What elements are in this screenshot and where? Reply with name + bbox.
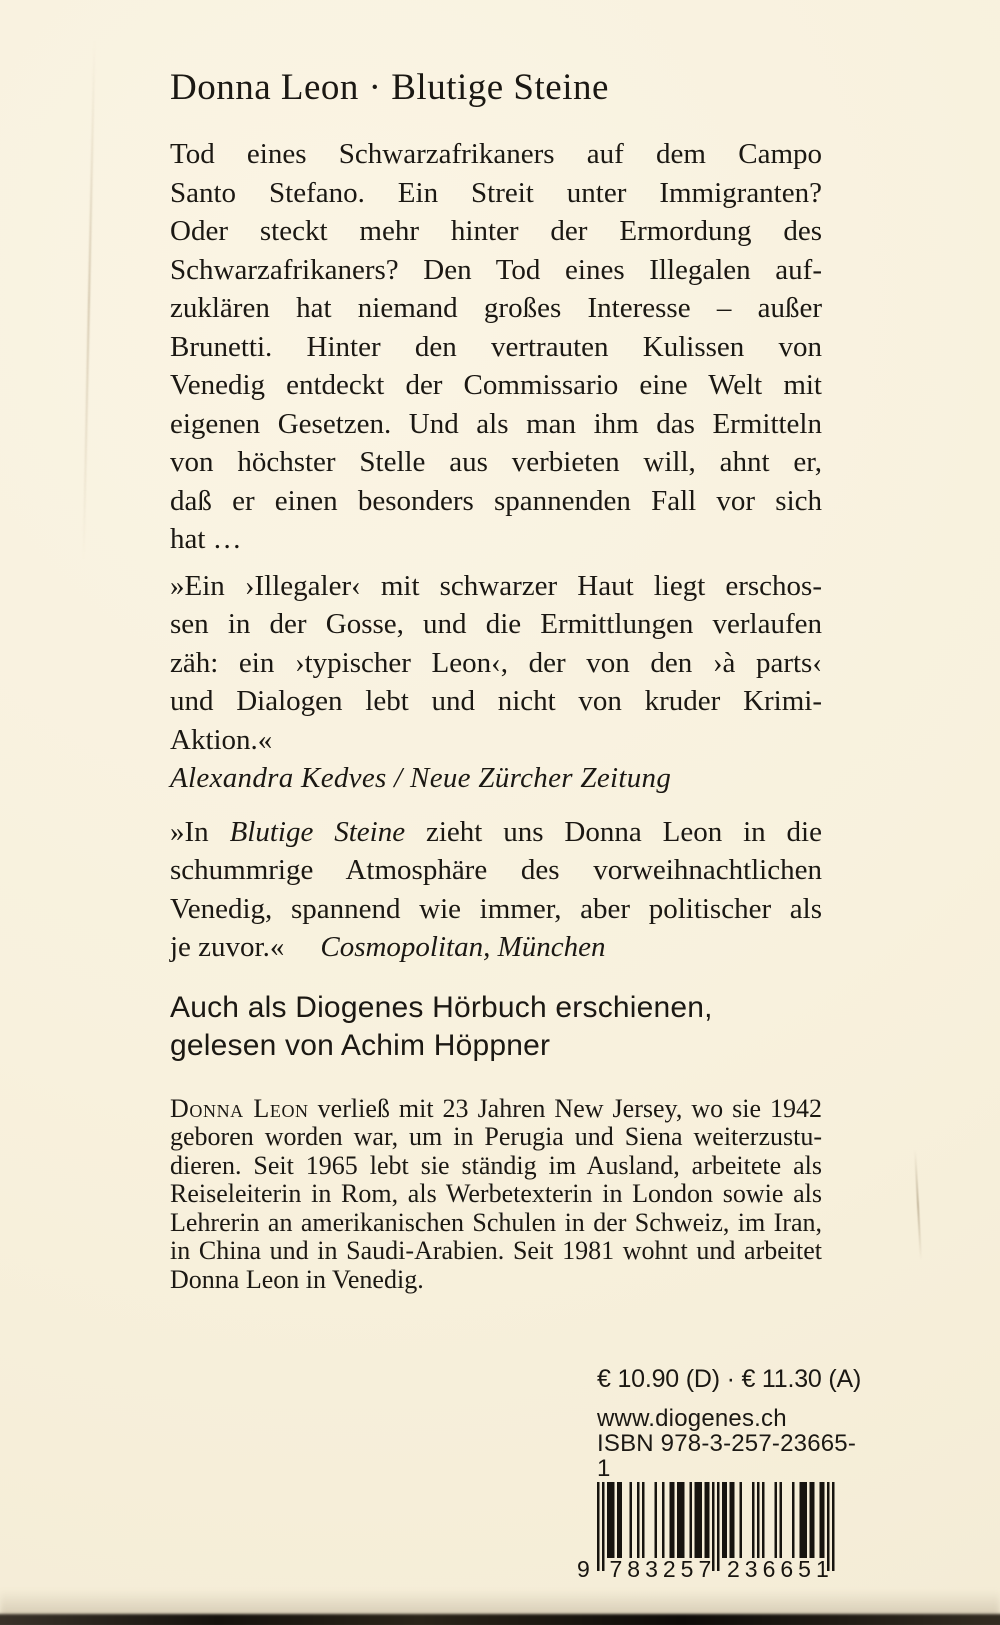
review-attribution-nzz: Alexandra Kedves / Neue Zürcher Zeitung [170,762,672,794]
paper-crease [83,40,96,560]
price: € 10.90 (D) · € 11.30 (A) [597,1365,862,1393]
text-segment: in China und in Saudi-Arabien. Seit 1981 wohnt und arbeitet [170,1236,822,1265]
author-bio [170,1095,822,1295]
text-line [170,682,822,721]
text-segment: daß er einen besonders spannenden Fall vor sich [170,484,822,517]
website-url: www.diogenes.ch [597,1405,787,1432]
text-segment: schummrige Atmosphäre des vorweihnachtlichen [170,854,822,886]
text-segment: von höchster Stelle aus verbieten will, ahnt er, [170,446,822,478]
text-line [170,890,822,929]
text-segment: Lehrerin an amerikanischen Schulen in der Schweiz, im Iran, [170,1207,822,1237]
text-segment: Tod eines Schwarzafrikaners auf dem Campo [170,138,822,170]
text-line [170,1209,822,1238]
ean-barcode [577,1482,837,1582]
text-segment: Aktion.« [170,723,273,756]
isbn-number: ISBN 978-3-257-23665-1 [597,1430,857,1482]
audiobook-note [170,989,822,1065]
text-segment: Reiseleiterin in Rom, als Werbetexterin in London sowie als [170,1179,822,1208]
text-segment: zuklären hat niemand großes Interesse – außer [170,292,822,324]
review-quote-nzz [170,567,822,760]
text-segment: und Dialogen lebt und nicht von kruder Krimi- [170,685,822,717]
text-line [170,567,822,606]
text-line [170,813,822,852]
text-segment: »Ein ›Illegaler‹ mit schwarzer Haut liegt erschos- [170,569,822,602]
text-segment: Santo Stefano. Ein Streit unter Immigranten? [170,176,822,209]
text-segment: geboren worden war, um in Perugia und Siena weiterzustu- [170,1122,822,1151]
text-line [170,1266,822,1295]
text-line [170,405,822,444]
book-title: Donna Leon · Blutige Steine [170,67,609,108]
text-segment: dieren. Seit 1965 lebt sie ständig im Ausland, arbeitete als [170,1150,822,1180]
text-segment: zäh: ein ›typischer Leon‹, der von den ›à parts‹ [170,646,822,679]
review-quote-cosmopolitan [170,813,822,967]
text-segment: »In [170,815,230,848]
text-segment: Oder steckt mehr hinter der Ermordung des [170,215,822,247]
text-segment: Donna Leon in Venedig. [170,1264,424,1294]
text-line [170,851,822,890]
text-segment: zieht uns Donna Leon in die [405,815,822,848]
text-line [170,212,822,251]
scan-bottom-edge [0,1614,1000,1625]
text-line [170,520,822,559]
text-segment: eigenen Gesetzen. Und als man ihm das Ermitteln [170,407,822,440]
text-line [170,482,822,521]
text-segment: gelesen von Achim Höppner [170,1028,551,1062]
text-line [170,721,822,760]
text-line [170,135,822,174]
barcode-digits: 236651 [727,1556,834,1582]
paper-scratch [914,1150,921,1260]
text-line [170,251,822,290]
barcode-digits: 9 [577,1556,590,1582]
ean-barcode-svg [577,1482,837,1582]
synopsis-paragraph [170,135,822,559]
text-segment: Venedig, spannend wie immer, aber politischer als [170,892,822,925]
text-segment: Donna Leon [170,1093,309,1123]
text-segment: verließ mit 23 Jahren New Jersey, wo sie 1942 [308,1093,823,1123]
text-line [170,366,822,405]
text-segment: Auch als Diogenes Hörbuch erschienen, [170,990,713,1024]
text-segment: Cosmopolitan, München [320,931,606,963]
text-segment: sen in der Gosse, und die Ermittlungen verlaufen [170,608,822,640]
text-line [170,1027,822,1065]
text-line [170,1123,822,1152]
text-line [170,289,822,328]
text-line [170,644,822,683]
text-line [170,989,822,1027]
barcode-digits: 783257 [609,1556,717,1582]
text-segment: hat … [170,523,242,555]
text-segment: Blutige Steine [229,815,406,848]
text-column [170,0,822,1294]
text-segment: je zuvor.« [170,931,285,963]
text-segment: Schwarzafrikaners? Den Tod eines Illegalen auf- [170,253,822,286]
text-line [170,1180,822,1209]
text-segment: Brunetti. Hinter den vertrauten Kulissen von [170,330,822,363]
text-line [170,1237,822,1266]
text-segment: Venedig entdeckt der Commissario eine Welt mit [170,369,822,401]
text-line [170,1152,822,1181]
imprint-block [577,1364,867,1582]
text-line [170,174,822,213]
text-line [170,1095,822,1124]
text-line [170,928,822,967]
text-line [170,605,822,644]
text-line [170,328,822,367]
text-line [170,443,822,482]
